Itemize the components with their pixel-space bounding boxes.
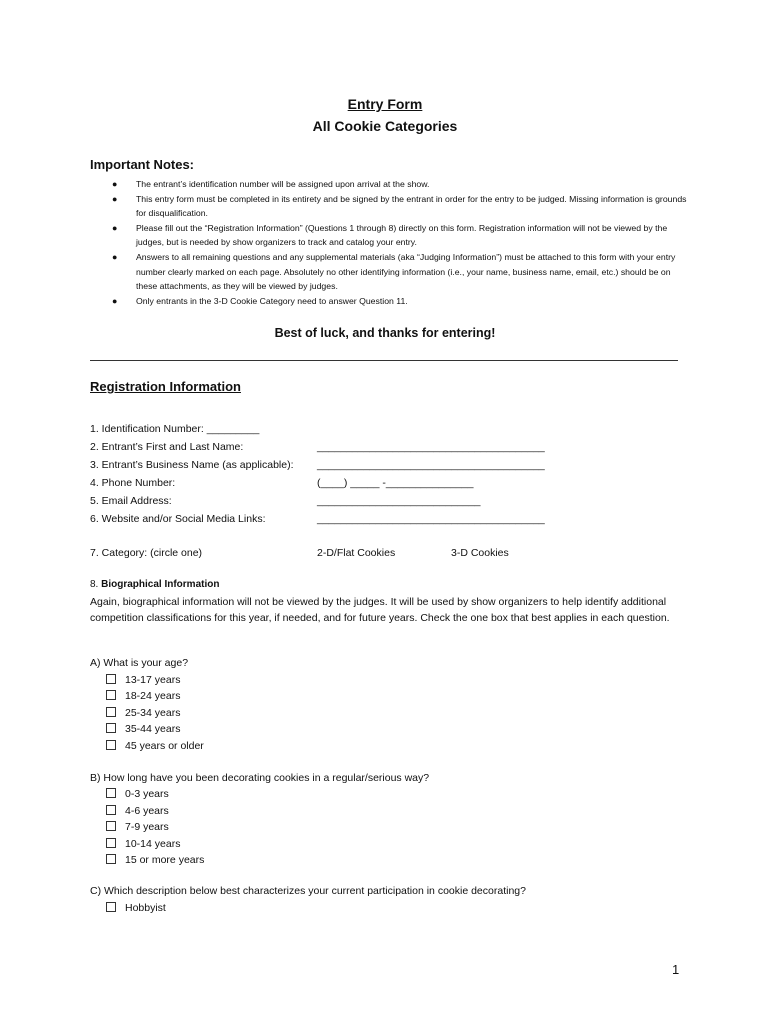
checkbox-icon[interactable] xyxy=(106,707,116,717)
page-number: 1 xyxy=(672,962,680,977)
notes-list xyxy=(90,177,690,308)
checkbox-option[interactable]: 13-17 years xyxy=(106,674,180,686)
field-label-email: 5. Email Address: xyxy=(90,495,172,507)
category-label: 7. Category: (circle one) xyxy=(90,547,203,559)
bullet-icon: ● xyxy=(112,179,118,189)
field-blank-website[interactable]: _______________________________________ xyxy=(317,513,545,525)
question-c: C) Which description below best characterizes your current participation in cookie decorating? xyxy=(90,885,526,897)
bullet-icon: ● xyxy=(112,193,118,204)
field-blank-email[interactable]: ____________________________ xyxy=(317,495,481,507)
field-blank-phone[interactable]: (____) _____ -_______________ xyxy=(317,477,474,489)
checkbox-option[interactable]: 7-9 years xyxy=(106,821,169,833)
field-label-id: 1. Identification Number: _________ xyxy=(90,423,260,435)
checkbox-icon[interactable] xyxy=(106,674,116,684)
checkbox-icon[interactable] xyxy=(106,838,116,848)
closing-message: Best of luck, and thanks for entering! xyxy=(274,326,496,340)
note-item: ● Only entrants in the 3-D Cookie Category need to answer Question 11. xyxy=(90,294,690,309)
biographical-paragraph: Again, biographical information will not be viewed by the judges. It will be used by show organizers to help identify additional competition classifications for this year, if needed, and for future years. Check the one box that best applies in each question. xyxy=(90,596,670,624)
checkbox-option[interactable]: 45 years or older xyxy=(106,740,204,752)
category-option-2d[interactable]: 2-D/Flat Cookies xyxy=(317,547,396,559)
checkbox-icon[interactable] xyxy=(106,902,116,912)
note-item: ● This entry form must be completed in its entirety and be signed by the entrant in order for the entry to be judged. Missing information is grounds for disqualification. xyxy=(112,193,687,219)
bullet-icon: ● xyxy=(112,251,118,262)
field-blank-name[interactable]: _______________________________________ xyxy=(317,441,545,453)
note-item: ● Answers to all remaining questions and any supplemental materials (aka “Judging Information”) must be attached to this form with your entry number clearly marked on each page. Absolutely no other identifying information (i.e., your name, business name, email, etc.) should be on these attachments, as they will be viewed by judges. xyxy=(112,251,676,292)
checkbox-option[interactable]: 25-34 years xyxy=(106,707,180,719)
checkbox-icon[interactable] xyxy=(106,690,116,700)
form-subtitle: All Cookie Categories xyxy=(312,118,458,134)
checkbox-icon[interactable] xyxy=(106,854,116,864)
checkbox-option[interactable]: 0-3 years xyxy=(106,788,169,800)
checkbox-option[interactable]: 4-6 years xyxy=(106,805,169,817)
field-label-phone: 4. Phone Number: xyxy=(90,477,176,489)
field-label-name: 2. Entrant’s First and Last Name: xyxy=(90,441,244,453)
divider xyxy=(90,360,678,361)
registration-heading: Registration Information xyxy=(90,379,241,394)
notes-heading: Important Notes: xyxy=(90,157,194,172)
checkbox-icon[interactable] xyxy=(106,740,116,750)
category-option-3d[interactable]: 3-D Cookies xyxy=(451,547,509,559)
biographical-heading: 8. Biographical Information xyxy=(90,579,220,590)
note-item: ● Please fill out the “Registration Information” (Questions 1 through 8) directly on this form. Registration information will not be viewed by the judges, but is needed by show organizers to track and catalog your entry. xyxy=(112,222,668,248)
form-title: Entry Form xyxy=(347,96,423,112)
field-blank-business[interactable]: _______________________________________ xyxy=(317,459,545,471)
checkbox-option[interactable]: 35-44 years xyxy=(106,723,180,735)
field-label-website: 6. Website and/or Social Media Links: xyxy=(90,513,266,525)
checkbox-icon[interactable] xyxy=(106,821,116,831)
checkbox-option[interactable]: 10-14 years xyxy=(106,838,180,850)
field-label-business: 3. Entrant’s Business Name (as applicable): xyxy=(90,459,294,471)
question-a: A) What is your age? xyxy=(90,657,189,669)
checkbox-option[interactable]: Hobbyist xyxy=(106,902,166,914)
question-b: B) How long have you been decorating cookies in a regular/serious way? xyxy=(90,772,430,784)
checkbox-icon[interactable] xyxy=(106,723,116,733)
bullet-icon: ● xyxy=(112,295,118,306)
checkbox-icon[interactable] xyxy=(106,805,116,815)
note-item: ● The entrant’s identification number will be assigned upon arrival at the show. xyxy=(90,177,690,192)
checkbox-option[interactable]: 15 or more years xyxy=(106,854,204,866)
checkbox-icon[interactable] xyxy=(106,788,116,798)
bullet-icon: ● xyxy=(112,222,118,233)
checkbox-option[interactable]: 18-24 years xyxy=(106,690,180,702)
